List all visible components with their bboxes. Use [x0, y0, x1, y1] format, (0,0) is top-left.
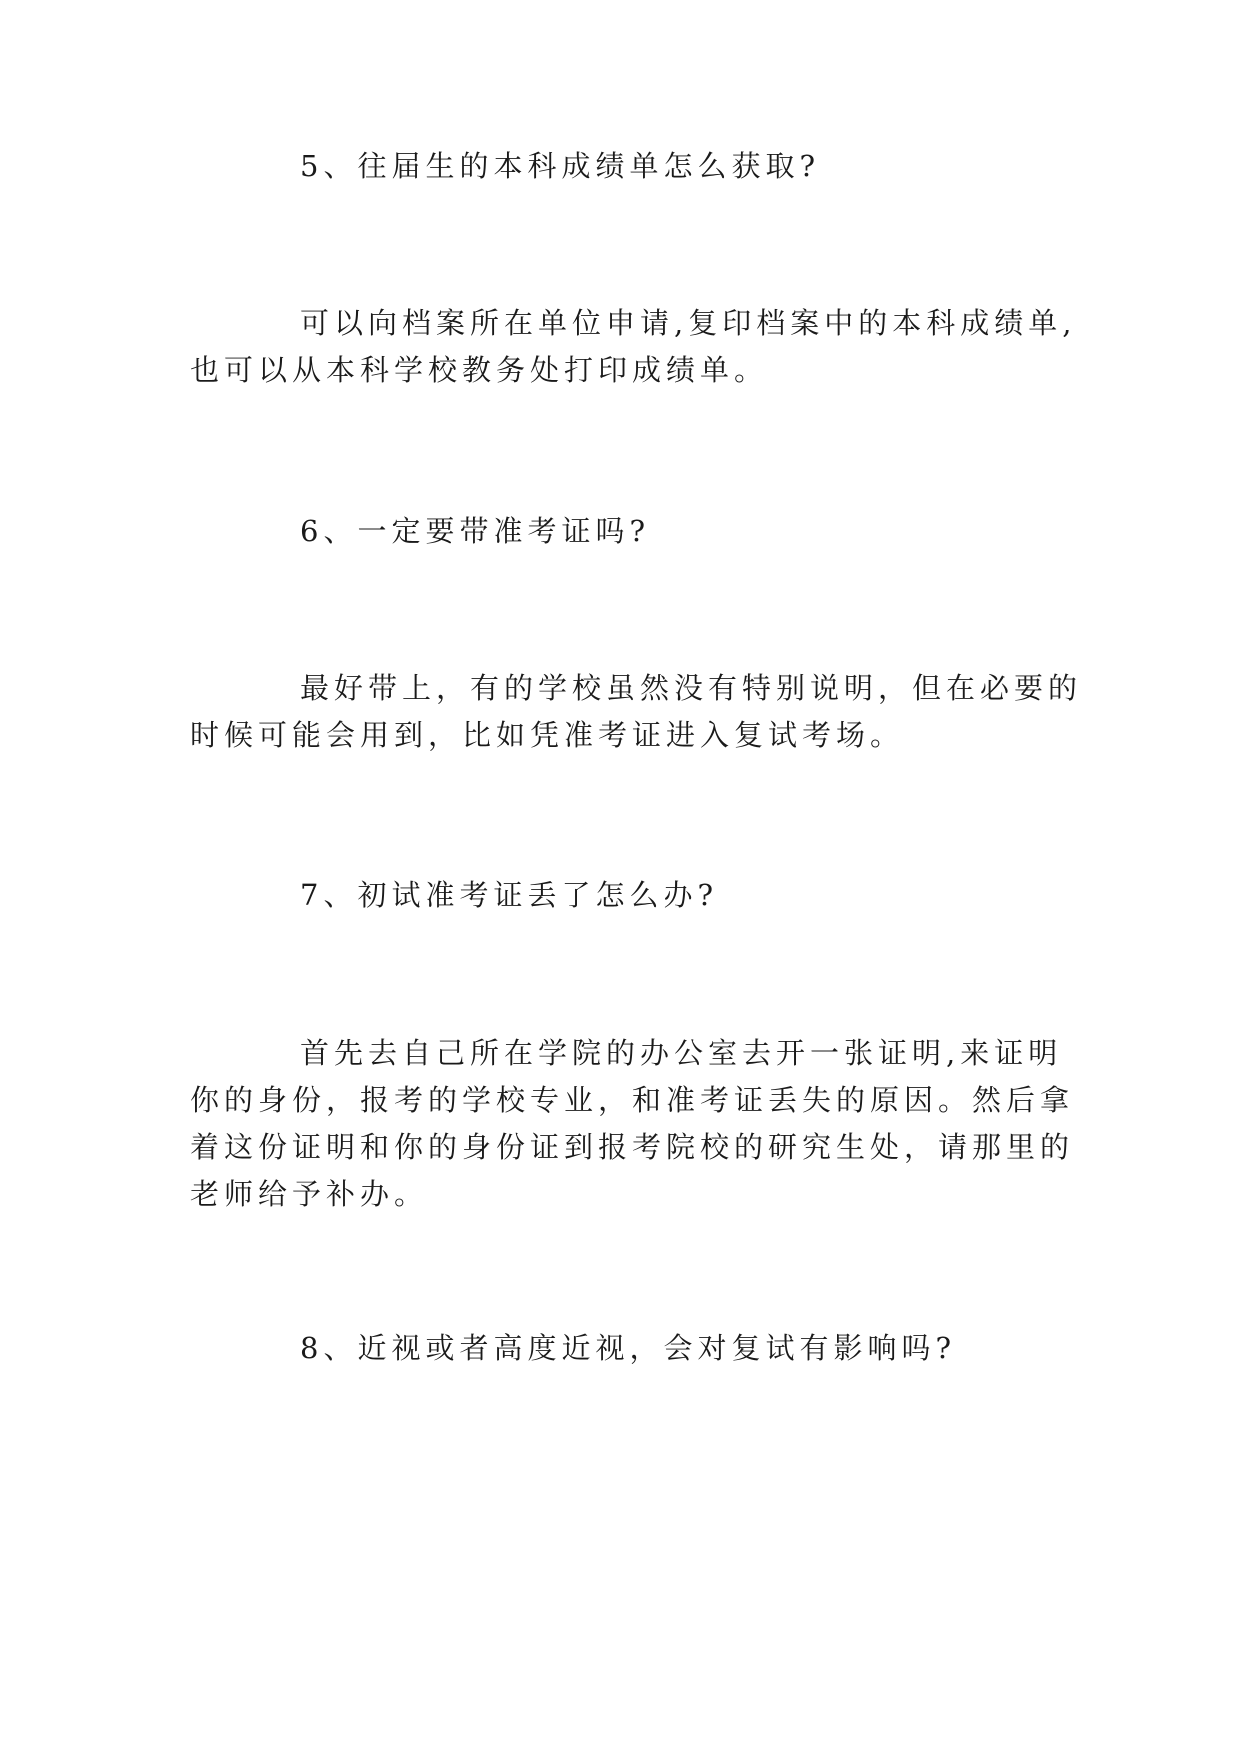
- answer-line: 可以向档案所在单位申请,复印档案中的本科成绩单,: [300, 306, 1077, 340]
- question-text: 8、近视或者高度近视，会对复试有影响吗?: [300, 1331, 956, 1365]
- question-5: [190, 143, 1170, 190]
- answer-line: 你的身份，报考的学校专业，和准考证丢失的原因。然后拿: [190, 1083, 1075, 1117]
- question-7: [190, 872, 1170, 919]
- question-8: [190, 1325, 1170, 1372]
- answer-line: 最好带上，有的学校虽然没有特别说明，但在必要的: [300, 671, 1083, 705]
- question-text: 6、一定要带准考证吗?: [300, 514, 650, 548]
- question-6: [190, 508, 1170, 555]
- question-text: 5、往届生的本科成绩单怎么获取?: [300, 149, 820, 183]
- answer-7: [190, 1030, 1075, 1218]
- question-text: 7、初试准考证丢了怎么办?: [300, 878, 718, 912]
- answer-line: 时候可能会用到，比如凭准考证进入复试考场。: [190, 718, 905, 752]
- answer-line: 老师给予补办。: [190, 1177, 429, 1211]
- answer-6: [190, 665, 1083, 759]
- answer-line: 首先去自己所在学院的办公室去开一张证明,来证明: [300, 1036, 1063, 1070]
- answer-line: 着这份证明和你的身份证到报考院校的研究生处，请那里的: [190, 1130, 1075, 1164]
- answer-line: 也可以从本科学校教务处打印成绩单。: [190, 353, 769, 387]
- answer-5: [190, 300, 1077, 394]
